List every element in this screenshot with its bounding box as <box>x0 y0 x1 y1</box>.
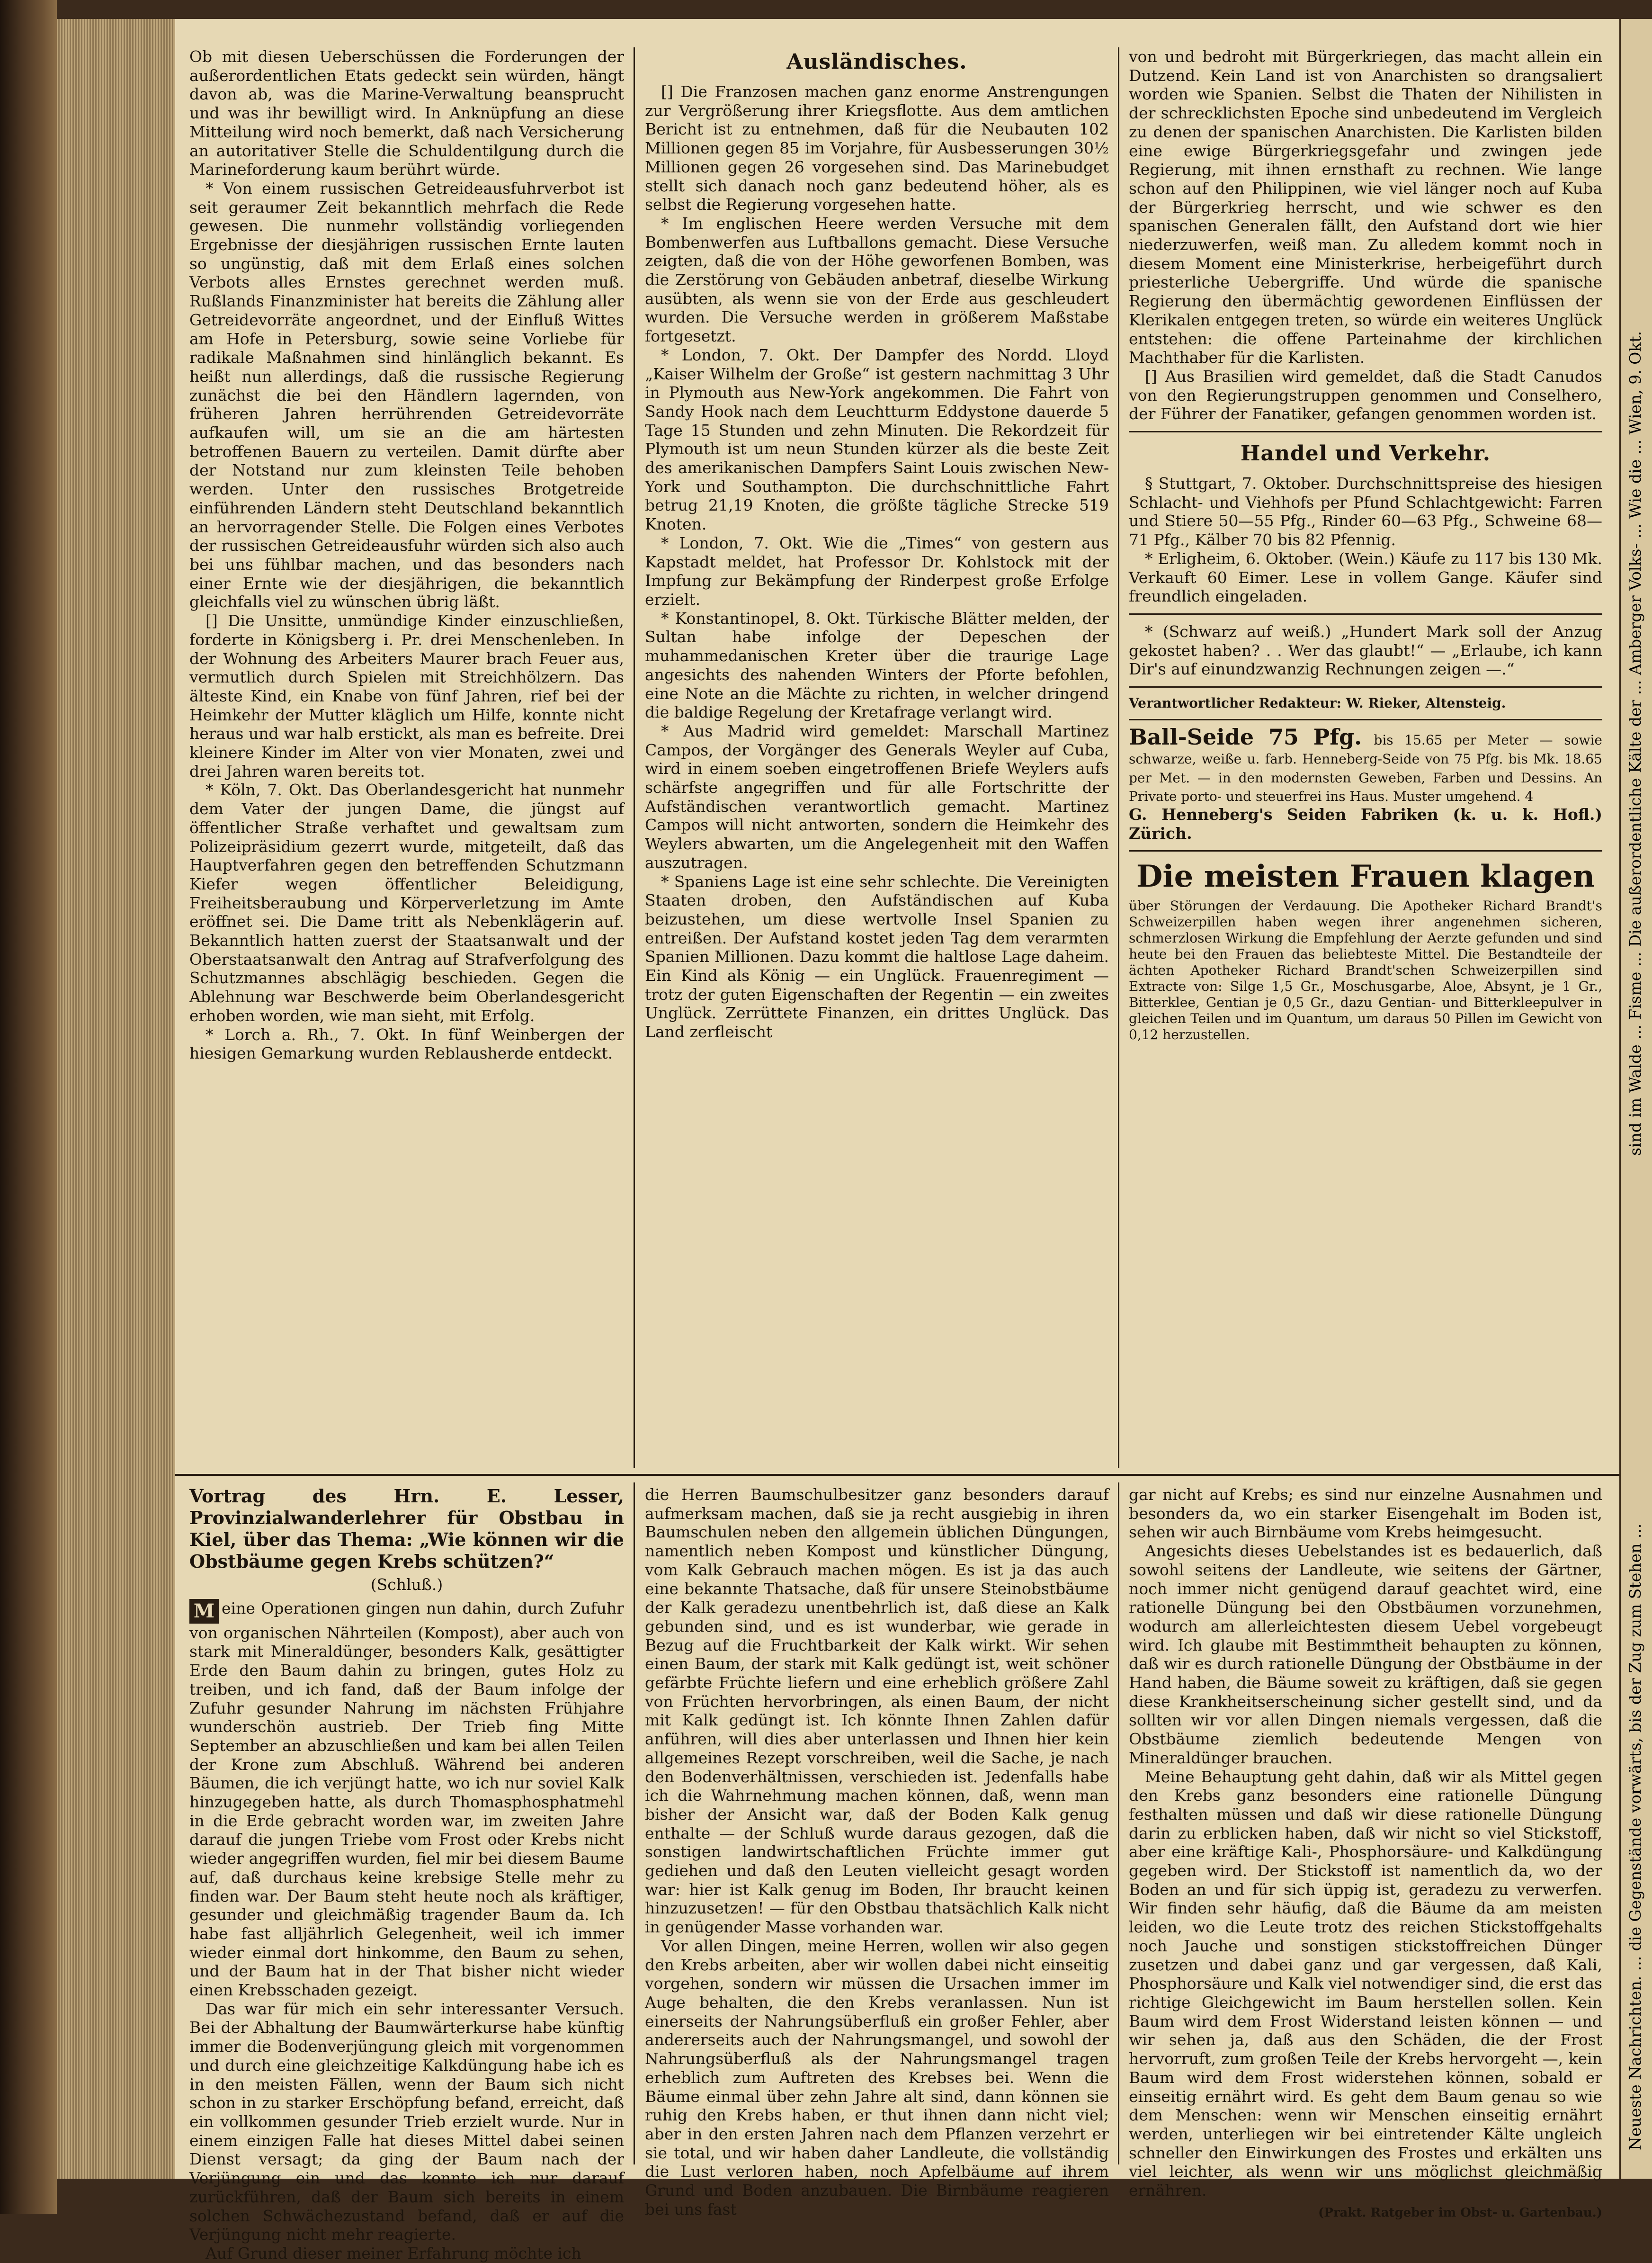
article: * Konstantinopel, 8. Okt. Türkische Blätter melden, der Sultan habe infolge der Depeschen der muhammedanischen Kreter über die traurige Lage angesichts des nahenden Winters der Pforte befohlen, eine Note an die Mächte zu richten, in welcher dringend die baldige Regelung der Kretafrage verlangt wird. <box>645 609 1109 722</box>
lecture-paragraph-text: eine Operationen gingen nun dahin, durch Zufuhr von organischen Nährteilen (Kompost), aber auch von stark mit Mineraldünger, besonders Kalk, gesättigter Erde den Baum dahin zu bringen, gutes Holz zu treiben, und ich fand, daß der Baum infolge der Zufuhr gesunder Nahrung im nächsten Frühjahre wunderschön austrieb. Der Trieb fing Mitte September an abzuschließen und kam bei allen Teilen der Krone zum Abschluß. Während bei anderen Bäumen, die ich verjüngt hatte, wo ich nur soviel Kalk hinzugegeben hatte, als durch Thomasphosphatmehl in die Erde gebracht worden war, im zweiten Jahre darauf die jungen Triebe vom Frost oder Krebs nicht wieder angegriffen wurden, fiel mir bei diesem Baume auf, daß durchaus keine krebsige Stelle mehr zu finden war. Der Baum steht heute noch als kräftiger, gesunder und gleichmäßig tragender Baum da. Ich habe fast alljährlich Gelegenheit, weil ich immer wieder einmal dort hinkomme, den Baum zu sehen, und der Baum hat in der That bisher nicht wieder einen Krebsschaden gezeigt. <box>189 1598 624 2000</box>
column-rule-4 <box>1118 1482 1119 2164</box>
ad-seide <box>1129 724 1603 805</box>
article: * Spaniens Lage ist eine sehr schlechte. Die Vereinigten Staaten droben, den Aufständischen auf Kuba beizustehen, um diese wertvolle Insel Spanien zu entreißen. Der Aufstand kostet jeden Tag dem verarmten Spanien Millionen. Dazu kommt die haltlose Lage daheim. Ein Kind als König — ein Unglück. Frauenregiment — trotz der guten Eigenschaften der Regentin — ein zweites Unglück. Zerrüttete Finanzen, ein drittes Unglück. Das Land zerfleischt <box>645 872 1109 1042</box>
section-heading-auslaendisches: Ausländisches. <box>786 50 967 74</box>
editor-line: Verantwortlicher Redakteur: W. Rieker, Altensteig. <box>1129 695 1506 711</box>
article: * Aus Madrid wird gemeldet: Marschall Martinez Campos, der Vorgänger des Generals Weyler auf Cuba, wird in einem soeben eingetroffenen Briefe Weylers aufs schärfste angegriffen und für alle Fortschritte der Aufständischen verantwortlich gemacht. Martinez Campos will nicht antworten, sondern die Heimkehr des Weylers abwarten, um die Angelegenheit mit den Waffen auszutragen. <box>645 721 1109 872</box>
article: [] Aus Brasilien wird gemeldet, daß die Stadt Canudos von den Regierungstruppen genommen und Conselhero, der Führer der Fanatiker, gefangen genommen worden ist. <box>1129 367 1602 423</box>
adjacent-page-strip <box>1619 19 1652 2179</box>
lower-column-3 <box>1129 1485 1602 2220</box>
book-binding <box>0 0 57 2214</box>
lecture-paragraph: Vor allen Dingen, meine Herren, wollen wir also gegen den Krebs arbeiten, aber wir wollen dabei nicht einseitig vorgehen, sondern wir müssen die Ursachen immer im Auge behalten, die den Krebs veranlassen. Nun ist einerseits der Nahrungsüberfluß ein großer Fehler, aber andererseits auch der Nahrungsmangel, und sowohl der Nahrungsüberfluß als der Nahrungsmangel tragen erheblich zum Auftreten des Krebses bei. Wenn die Bäume einmal über zehn Jahre alt sind, dann können sie ruhig den Krebs haben, er thut ihnen dann nicht viel; aber in den ersten Jahren nach dem Pflanzen verzehrt er sie total, und wir haben daher Landleute, die vollständig die Lust verloren haben, noch Apfelbäume auf ihrem Grund und Boden anzubauen. Die Birnbäume reagieren bei uns fast <box>645 1936 1109 2218</box>
ad-seide-title: Ball-Seide 75 Pfg. <box>1129 724 1362 750</box>
section-rule <box>175 1474 1619 1476</box>
lower-column-2 <box>645 1485 1109 2218</box>
article: * London, 7. Okt. Wie die „Times“ von gestern aus Kapstadt meldet, hat Professor Dr. Kohlstock mit der Impfung zur Bekämpfung der Rinderpest große Erfolge erzielt. <box>645 533 1109 609</box>
adjacent-page-text-top: sind im Walde ... Fisme ... Die außerordentliche Kälte der ... Amberger Volks- ... Wie die ... Wien, 9. Okt. <box>1626 331 1644 1156</box>
lecture-paragraph <box>189 1599 624 2000</box>
article: Ob mit diesen Ueberschüssen die Forderungen der außerordentlichen Etats gedeckt sein würden, hängt davon ab, was die Marine-Verwaltung beansprucht und was ihr bewilligt wird. In Anknüpfung an diese Mitteilung wird noch bemerkt, daß nach Versicherung an autoritativer Stelle die Schuldentilgung durch die Marineforderung kaum berührt würde. <box>189 47 624 179</box>
drop-cap: M <box>189 1599 219 1624</box>
divider <box>1129 719 1602 720</box>
newspaper-page <box>175 19 1619 2263</box>
article: [] Die Unsitte, unmündige Kinder einzuschließen, forderte in Königsberg i. Pr. drei Menschenleben. In der Wohnung des Arbeiters Maurer brach Feuer aus, vermutlich durch Spielen mit Streichhölzern. Das älteste Kind, ein Knabe von fünf Jahren, rief bei der Heimkehr der Mutter kläglich um Hilfe, konnte nicht heraus und war halb erstickt, als man es befreite. Drei kleinere Kinder im Alter von vier Monaten, zwei und drei Jahren waren bereits tot. <box>189 611 624 781</box>
divider <box>1129 686 1602 688</box>
article: * Lorch a. Rh., 7. Okt. In fünf Weinbergen der hiesigen Gemarkung wurden Reblausherde entdeckt. <box>189 1025 624 1063</box>
upper-column-3 <box>1129 47 1602 1468</box>
ad-seide-text: bis 15.65 per Meter — sowie schwarze, weiße u. farb. Henneberg-Seide von 75 Pfg. bis Mk. 18.65 per Met. — in den modernsten Geweben, Farben und Dessins. An Private porto- und steuerfrei ins Haus. Muster umgehend. 4 <box>1129 732 1603 805</box>
lecture-paragraph: Das war für mich ein sehr interessanter Versuch. Bei der Abhaltung der Baumwärterkurse habe künftig immer die Bodenverjüngung gleich mit vorgenommen und durch eine gleichzeitige Kalkdüngung habe ich es in den meisten Fällen, wenn der Baum sich nicht schon in zu starker Erschöpfung befand, erreicht, daß ein vollkommen gesunder Trieb erzielt wurde. Nur in einem einzigen Falle hat dieses Mittel dabei seinen Dienst versagt; da ging der Baum nach der Verjüngung ein und das konnte ich nur darauf zurückführen, daß der Baum sich bereits in einem solchen Schwächezustand befand, daß er auf die Verjüngung nicht mehr reagierte. <box>189 1999 624 2244</box>
lower-column-1 <box>189 1485 624 2263</box>
article: * Von einem russischen Getreideausfuhrverbot ist seit geraumer Zeit bekanntlich mehrfach die Rede gewesen. Die nunmehr vollständig vorliegenden Ergebnisse der diesjährigen russischen Ernte lauten so ungünstig, daß mit dem Erlaß eines solchen Verbots alles Ernstes gerechnet werden muß. Rußlands Finanzminister hat bereits die Zählung aller Getreidevorräte angeordnet, und der Einfluß Wittes am Hofe in Petersburg, sowie seine Vorliebe für radikale Maßnahmen sind hinlänglich bekannt. Es heißt nun allerdings, daß die russische Regierung zunächst die bei den Händlern lagernden, von früheren Jahren herrührenden Getreidevorräte aufkaufen will, um sie an die am härtesten betroffenen Bauern zu verteilen. Damit dürfte aber der Notstand nur zum kleinsten Teile behoben werden. Unter den russisches Brotgetreide einführenden Ländern steht Deutschland bekanntlich an hervorragender Stelle. Die Folgen eines Verbotes der russischen Getreideausfuhr würden sich also auch bei uns fühlbar machen, und das besonders nach einer Ernte wie der diesjährigen, die bekanntlich gleichfalls viel zu wünschen übrig läßt. <box>189 179 624 611</box>
article: * (Schwarz auf weiß.) „Hundert Mark soll der Anzug gekostet haben? . . Wer das glaubt!“ — „Erlaube, ich kann Dir's auf einundzwanzig Rechnungen zeigen —.“ <box>1129 622 1602 679</box>
column-rule-1 <box>634 47 635 1468</box>
source-credit: (Prakt. Ratgeber im Obst- u. Gartenbau.) <box>1318 2205 1602 2220</box>
ad-frauen-title: Die meisten Frauen klagen <box>1136 859 1595 895</box>
article: * Erligheim, 6. Oktober. (Wein.) Käufe zu 117 bis 130 Mk. Verkauft 60 Eimer. Lese in vollem Gange. Käufer sind freundlich eingeladen. <box>1129 549 1602 606</box>
article: * Im englischen Heere werden Versuche mit dem Bombenwerfen aus Luftballons gemacht. Diese Versuche zeigten, daß die von der Höhe geworfenen Bomben, was die Zerstörung von Gebäuden anbetraf, dieselbe Wirkung ausübten, als wenn sie von der Erde aus geschleudert wurden. Die Versuche werden in größerem Maßstabe fortgesetzt. <box>645 214 1109 346</box>
article: [] Die Franzosen machen ganz enorme Anstrengungen zur Vergrößerung ihrer Kriegsflotte. Aus dem amtlichen Bericht ist zu entnehmen, daß für die Neubauten 102 Millionen gegen 85 im Vorjahre, für Ausbesserungen 30½ Millionen gegen 26 vorgesehen sind. Das Marinebudget stellt sich danach noch ganz bedeutend höher, als es selbst die Regierung vorgesehen hatte. <box>645 82 1109 214</box>
adjacent-page-text-bottom: Neueste Nachrichten. ... die Gegenstände vorwärts, bis der Zug zum Stehen ... <box>1626 1523 1644 2150</box>
section-heading-handel: Handel und Verkehr. <box>1240 441 1491 466</box>
lecture-paragraph: Meine Behauptung geht dahin, daß wir als Mittel gegen den Krebs ganz besonders eine rationelle Düngung festhalten müssen und daß wir diese rationelle Düngung darin zu erblicken haben, daß wir nicht so viel Stickstoff, aber eine kräftige Kali-, Phosphorsäure- und Kalkdüngung gegeben wird. Der Stickstoff ist namentlich da, wo der Boden an und für sich üppig ist, geradezu zu verwerfen. Wir finden sehr häufig, daß die Bäume da am meisten leiden, wo die Leute trotz des reichen Stickstoffgehalts noch Jauche und sonstigen stickstoffreichen Dünger zusetzen und dabei ganz und gar vergessen, daß Kali, Phosphorsäure und Kalk viel notwendiger sind, die erst das richtige Gleichgewicht im Baum herstellen sollen. Kein Baum wird dem Frost Widerstand leisten können — und wir sehen ja, daß aus den Schäden, die der Frost hervorruft, zum großen Teile der Krebs hervorgeht —, kein Baum wird dem Frost widerstehen können, sobald er einseitig ernährt wird. Es geht dem Baum genau so wie dem Menschen: wenn wir Menschen einseitig ernährt werden, unterliegen wir bei eintretender Kälte ungleich schneller den Einwirkungen des Frostes und erkälten uns viel leichter, als wenn wir uns möglichst gleichmäßig ernähren. <box>1129 1767 1602 2200</box>
upper-column-1 <box>189 47 624 1468</box>
divider <box>1129 613 1602 615</box>
page-edges <box>57 19 175 2179</box>
article: * Köln, 7. Okt. Das Oberlandesgericht hat nunmehr dem Vater der jungen Dame, die jüngst auf öffentlicher Straße verhaftet und gewaltsam zum Polizeipräsidium gezerrt wurde, mitgeteilt, daß das Hauptverfahren gegen den betreffenden Schutzmann Kiefer wegen öffentlicher Beleidigung, Freiheitsberaubung und Körperverletzung im Amte eröffnet sei. Die Dame tritt als Nebenklägerin auf. Bekanntlich hatten zuerst der Staatsanwalt und der Oberstaatsanwalt den Antrag auf Strafverfolgung des Schutzmannes abschlägig beschieden. Gegen die Ablehnung war Beschwerde beim Oberlandesgericht erhoben worden, wie man sieht, mit Erfolg. <box>189 781 624 1025</box>
ad-frauen-text: über Störungen der Verdauung. Die Apotheker Richard Brandt's Schweizerpillen haben wegen ihrer angenehmen sicheren, schmerzlosen Wirkung die Empfehlung der Aerzte gefunden und sind heute bei den Frauen das beliebteste Mittel. Die Bestandteile der ächten Apotheker Richard Brandt'schen Schweizerpillen sind Extracte von: Silge 1,5 Gr., Moschusgarbe, Aloe, Absynt, je 1 Gr., Bitterklee, Gentian je 0,5 Gr., dazu Gentian- und Bitterkleepulver in gleichen Teilen und im Quantum, um daraus 50 Pillen im Gewicht von 0,12 herzustellen. <box>1129 898 1602 1043</box>
lecture-title: Vortrag des Hrn. E. Lesser, Provinzialwanderlehrer für Obstbau in Kiel, über das Thema: „Wie können wir die Obstbäume gegen Krebs schützen?“ <box>189 1485 624 1572</box>
lecture-paragraph: Auf Grund dieser meiner Erfahrung möchte ich <box>205 2244 581 2263</box>
article: * London, 7. Okt. Der Dampfer des Nordd. Lloyd „Kaiser Wilhelm der Große“ ist gestern nachmittag 3 Uhr in Plymouth aus New-York angekommen. Die Fahrt von Sandy Hook nach dem Leuchtturm Eddystone dauerde 5 Tage 15 Stunden und zehn Minuten. Die Rekordzeit für Plymouth ist um neun Stunden kürzer als die beste Zeit des amerikanischen Dampfers Saint Louis zwischen New-York und Southampton. Die durchschnittliche Fahrt betrug 21,19 Knoten, die größte tägliche Strecke 519 Knoten. <box>645 345 1109 534</box>
upper-column-2 <box>645 47 1109 1468</box>
article: § Stuttgart, 7. Oktober. Durchschnittspreise des hiesigen Schlacht- und Viehhofs per Pfund Schlachtgewicht: Farren und Stiere 50—55 Pfg., Rinder 60—63 Pfg., Schweine 68—71 Pfg., Kälber 70 bis 82 Pfennig. <box>1129 474 1602 549</box>
column-rule-2 <box>1118 47 1119 1468</box>
divider <box>1129 431 1602 432</box>
column-rule-3 <box>634 1482 635 2164</box>
lecture-paragraph: Angesichts dieses Uebelstandes ist es bedauerlich, daß sowohl seitens der Landleute, wie seitens der Gärtner, noch immer nicht genügend darauf geachtet wird, eine rationelle Düngung bei den Obstbäumen vorzunehmen, wodurch am allerleichtesten diesem Uebel vorgebeugt wird. Ich glaube mit Bestimmtheit behaupten zu können, daß wir es durch rationelle Düngung der Obstbäume in der Hand haben, die Bäume soweit zu kräftigen, daß sie gegen diese Krankheitserscheinung sicher gestellt sind, und da sollten wir vor allen Dingen niemals vergessen, daß die Obstbäume ziemlich bedeutende Mengen von Mineraldünger brauchen. <box>1129 1542 1602 1767</box>
lecture-paragraph: die Herren Baumschulbesitzer ganz besonders darauf aufmerksam machen, daß sie ja recht ausgiebig in ihren Baumschulen neben den allgemein üblichen Düngungen, namentlich neben Kompost und künstlicher Düngung, vom Kalk Gebrauch machen mögen. Es ist ja das auch eine bekannte Thatsache, daß für unsere Steinobstbäume der Kalk geradezu unentbehrlich ist, daß diese an Kalk gebunden sind, und es ist wunderbar, wie gerade in Bezug auf die Fruchtbarkeit der Kalk wirkt. Wir sehen einen Baum, der stark mit Kalk gedüngt ist, weit schöner gefärbte Früchte liefern und eine erheblich größere Zahl von Früchten hervorbringen, als einen Baum, der nicht mit Kalk gedüngt ist. Ich könnte Ihnen Zahlen dafür anführen, will dies aber unterlassen und Ihnen hier kein allgemeines Rezept vorschreiben, weil die Sache, je nach den Bodenverhältnissen, verschieden ist. Jedenfalls habe ich die Wahrnehmung machen können, daß, wenn man bisher der Ansicht war, daß der Boden Kalk genug enthalte — der Schluß wurde daraus gezogen, daß die sonstigen landwirtschaftlichen Früchte immer gut gediehen und daß den Leuten vielleicht gesagt worden war: hier ist Kalk genug im Boden, Ihr braucht keinen hinzuzusetzen! — für den Obstbau thatsächlich Kalk nicht in genügender Masse vorhanden war. <box>645 1485 1109 1937</box>
divider <box>1129 850 1602 852</box>
lecture-paragraph: gar nicht auf Krebs; es sind nur einzelne Ausnahmen und besonders da, wo ein starker Eisengehalt im Boden ist, sehen wir auch Birnbäume vom Krebs heimgesucht. <box>1129 1485 1602 1542</box>
lecture-subtitle: (Schluß.) <box>370 1575 443 1594</box>
article: von und bedroht mit Bürgerkriegen, das macht allein ein Dutzend. Kein Land ist von Anarchisten so drangsaliert worden wie Spanien. Selbst die Thaten der Nihilisten in der schrecklichsten Epoche sind unbedeutend im Vergleich zu denen der spanischen Anarchisten. Die Karlisten bilden eine ewige Bürgerkriegsgefahr und zwingen jede Regierung, mit ihnen ernsthaft zu rechnen. Wie lange schon auf den Philippinen, wie viel länger noch auf Kuba der Bürgerkrieg herrscht, und wie schwer es den spanischen Generalen fällt, den Aufstand dort wie hier niederzuwerfen, weiß man. Zu alledem kommt noch in diesem Moment eine Ministerkrise, herbeigeführt durch priesterliche Uebergriffe. Und würde die spanische Regierung den übermächtig gewordenen Einflüssen der Klerikalen entgegen treten, so würde ein weiteres Unglück entstehen: die offene Parteinahme der kirchlichen Machthaber für die Karlisten. <box>1129 47 1602 367</box>
ad-seide-firm: G. Henneberg's Seiden Fabriken (k. u. k. Hofl.) Zürich. <box>1129 805 1602 843</box>
